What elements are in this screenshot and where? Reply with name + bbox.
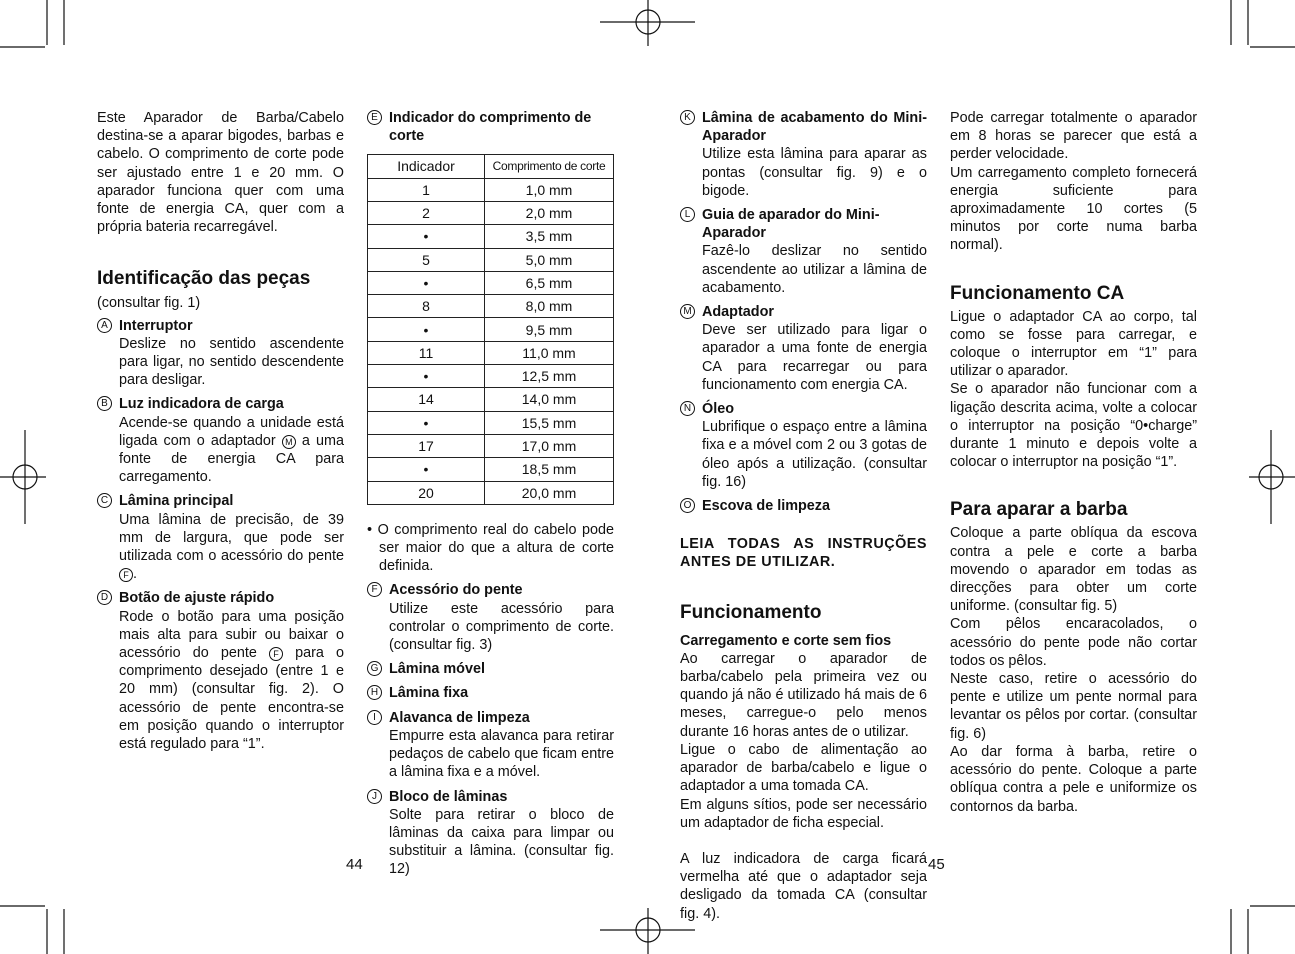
charging-paragraph: Ligue o cabo de alimentação ao aparador de barba/cabelo e ligue o adaptador a uma tomada CA. bbox=[680, 741, 927, 795]
charging-paragraph: Pode carregar totalmente o aparador em 8 horas se parecer que está a perder velocidade. bbox=[950, 110, 1197, 163]
part-k bbox=[680, 109, 927, 200]
ac-paragraph: Ligue o adaptador CA ao corpo, tal como se fosse para carregar, e coloque o interruptor em “1” para utilizar o aparador. bbox=[950, 308, 1197, 380]
table-row bbox=[368, 458, 614, 481]
letter-badge: A bbox=[97, 318, 112, 333]
table-row bbox=[368, 202, 614, 225]
part-text bbox=[119, 608, 344, 754]
parts-heading: Identificação das peças bbox=[97, 268, 311, 290]
ref-letter-badge: M bbox=[282, 435, 296, 449]
length-note: • O comprimento real do cabelo pode ser maior do que a altura de corte definida. bbox=[367, 521, 614, 575]
part-title: Luz indicadora de carga bbox=[119, 396, 284, 413]
length-cell: 17,0 mm bbox=[485, 434, 614, 457]
letter-badge: K bbox=[680, 110, 695, 125]
length-cell: 6,5 mm bbox=[485, 271, 614, 294]
column-1 bbox=[97, 109, 344, 753]
part-title: Acessório do pente bbox=[389, 582, 523, 599]
letter-badge: H bbox=[367, 685, 382, 700]
part-l bbox=[680, 206, 927, 297]
letter-badge: D bbox=[97, 590, 112, 605]
letter-badge: M bbox=[680, 304, 695, 319]
part-j bbox=[367, 788, 614, 879]
read-all-notice: LEIA TODAS AS INSTRUÇÕES ANTES DE UTILIZAR. bbox=[680, 536, 927, 571]
length-cell: 20,0 mm bbox=[485, 481, 614, 504]
length-cell: 11,0 mm bbox=[485, 341, 614, 364]
column-4 bbox=[950, 109, 1197, 816]
indicator-cell: 17 bbox=[368, 434, 485, 457]
part-b bbox=[97, 395, 344, 486]
charging-paragraph: Em alguns sítios, pode ser necessário um adaptador de ficha especial. bbox=[680, 796, 927, 831]
letter-badge: N bbox=[680, 401, 695, 416]
table-row bbox=[368, 341, 614, 364]
table-body bbox=[368, 178, 614, 504]
ref-letter-badge: F bbox=[269, 647, 283, 661]
column-2 bbox=[367, 109, 614, 879]
part-text bbox=[119, 414, 344, 487]
beard-paragraph: Com pêlos encaracolados, o acessório do pente pode não cortar todos os pêlos. bbox=[950, 616, 1197, 669]
operation-heading: Funcionamento bbox=[680, 601, 822, 623]
text-fragment: Acende-se quando a unidade está ligada com o adaptador bbox=[119, 414, 344, 449]
table-row bbox=[368, 295, 614, 318]
letter-badge: B bbox=[97, 396, 112, 411]
text-fragment: Uma lâmina de precisão, de 39 mm de largura, que pode ser utilizada com o acessório do pente bbox=[119, 511, 344, 565]
text-fragment: . bbox=[133, 566, 137, 583]
part-text: Lubrifique o espaço entre a lâmina fixa e a móvel com 2 ou 3 gotas de óleo após a utilização. (consultar fig. 16) bbox=[702, 419, 927, 490]
parts-reference: (consultar fig. 1) bbox=[97, 295, 201, 312]
indicator-cell: • bbox=[368, 365, 485, 388]
part-title: Óleo bbox=[702, 401, 734, 418]
table-row bbox=[368, 434, 614, 457]
part-h bbox=[367, 684, 614, 702]
indicator-cell: 20 bbox=[368, 481, 485, 504]
part-e bbox=[367, 109, 614, 145]
part-title: Escova de limpeza bbox=[702, 498, 830, 515]
table-row bbox=[368, 225, 614, 248]
part-title: Lâmina fixa bbox=[389, 685, 469, 702]
part-d bbox=[97, 589, 344, 753]
indicator-cell: • bbox=[368, 225, 485, 248]
text-fragment: para o comprimento desejado (entre 1 e 20 mm) (consultar fig. 2). O acessório de pente encontra-se em posição quando o interruptor está regulado para “1”. bbox=[119, 645, 345, 753]
letter-badge: C bbox=[97, 493, 112, 508]
indicator-cell: • bbox=[368, 318, 485, 341]
part-text: Deve ser utilizado para ligar o aparador a uma fonte de energia CA para recarregar ou para funcionamento com energia CA. bbox=[702, 322, 927, 393]
text-fragment: Rode o botão para uma posição mais alta para subir ou baixar o acessório do pente bbox=[119, 608, 344, 662]
indicator-cell: • bbox=[368, 271, 485, 294]
intro-paragraph: Este Aparador de Barba/Cabelo destina-se a aparar bigodes, barbas e cabelo. O comprimento de corte pode ser ajustado entre 1 e 20 mm. O aparador funciona quer com uma fonte de energia CA, quer com a própria bateria recarregável. bbox=[97, 110, 344, 236]
part-title: Interruptor bbox=[119, 317, 193, 334]
table-row bbox=[368, 365, 614, 388]
beard-paragraph: Ao dar forma à barba, retire o acessório do pente. Coloque a parte oblíqua contra a pele e uniformize os contornos da barba. bbox=[950, 743, 1197, 815]
text-fragment: a uma fonte de energia CA para carregamento. bbox=[119, 432, 345, 486]
part-c bbox=[97, 492, 344, 583]
table-row bbox=[368, 388, 614, 411]
part-i bbox=[367, 709, 614, 782]
part-f bbox=[367, 581, 614, 654]
column-header: Indicador bbox=[368, 155, 485, 178]
table-row bbox=[368, 318, 614, 341]
part-text: Empurre esta alavanca para retirar pedaços de cabelo que ficam entre a lâmina fixa e a móvel. bbox=[389, 727, 614, 781]
page-number-right: 45 bbox=[928, 856, 945, 873]
part-title: Alavanca de limpeza bbox=[389, 709, 530, 726]
indicator-cell: • bbox=[368, 411, 485, 434]
length-cell: 5,0 mm bbox=[485, 248, 614, 271]
length-cell: 9,5 mm bbox=[485, 318, 614, 341]
charging-paragraph: A luz indicadora de carga ficará vermelha até que o adaptador seja desligado da tomada CA (consultar fig. 4). bbox=[680, 850, 927, 922]
part-text: Deslize no sentido ascendente para ligar, no sentido descendente para desligar. bbox=[119, 335, 344, 389]
letter-badge: F bbox=[367, 582, 382, 597]
table-row bbox=[368, 411, 614, 434]
indicator-cell: 8 bbox=[368, 295, 485, 318]
part-o bbox=[680, 497, 927, 515]
column-3 bbox=[680, 109, 927, 923]
charging-paragraph: Um carregamento completo fornecerá energia suficiente para aproximadamente 10 cortes (5 minutos por corte numa barba normal). bbox=[950, 164, 1197, 254]
beard-paragraph: Coloque a parte oblíqua da escova contra a pele e corte a barba movendo o aparador em todas as direcções para obter um corte uniforme. (consultar fig. 5) bbox=[950, 525, 1197, 615]
indicator-cell: 5 bbox=[368, 248, 485, 271]
table-row bbox=[368, 481, 614, 504]
length-cell: 1,0 mm bbox=[485, 178, 614, 201]
part-title: Adaptador bbox=[702, 304, 774, 321]
part-text: Utilize este acessório para controlar o comprimento de corte. (consultar fig. 3) bbox=[389, 600, 614, 654]
charging-paragraph: Ao carregar o aparador de barba/cabelo pela primeira vez ou quando já não é utilizado há mais de 6 meses, carregue-o pelo menos durante 16 horas antes de o utilizar. bbox=[680, 650, 927, 740]
part-n bbox=[680, 400, 927, 491]
table-row bbox=[368, 248, 614, 271]
part-title: Indicador do comprimento de corte bbox=[389, 110, 592, 145]
indicator-cell: 2 bbox=[368, 202, 485, 225]
letter-badge: G bbox=[367, 661, 382, 676]
part-a bbox=[97, 317, 344, 390]
part-title: Lâmina de acabamento do Mini-Aparador bbox=[702, 110, 927, 145]
table-header-row bbox=[368, 155, 614, 178]
length-cell: 8,0 mm bbox=[485, 295, 614, 318]
part-title: Lâmina principal bbox=[119, 493, 234, 510]
part-m bbox=[680, 303, 927, 394]
column-header: Comprimento de corte bbox=[485, 155, 614, 178]
table-row bbox=[368, 271, 614, 294]
ac-paragraph: Se o aparador não funcionar com a ligação descrita acima, volte a colocar o interruptor na posição “0•charge” durante 1 minuto e depois volte a colocar o interruptor na posição “1”. bbox=[950, 381, 1197, 471]
page-number-left: 44 bbox=[346, 856, 363, 873]
indicator-cell: 11 bbox=[368, 341, 485, 364]
letter-badge: E bbox=[367, 110, 382, 125]
indicator-cell: 1 bbox=[368, 178, 485, 201]
part-text: Solte para retirar o bloco de lâminas da caixa para limpar ou substituir a lâmina. (consultar fig. 12) bbox=[389, 806, 614, 878]
indicator-cell: • bbox=[368, 458, 485, 481]
part-title: Bloco de lâminas bbox=[389, 788, 508, 805]
part-title: Botão de ajuste rápido bbox=[119, 590, 275, 607]
beard-paragraph: Neste caso, retire o acessório do pente e utilize um pente normal para levantar os pêlos por cortar. (consultar fig. 6) bbox=[950, 671, 1197, 742]
table-row bbox=[368, 178, 614, 201]
length-cell: 12,5 mm bbox=[485, 365, 614, 388]
charging-subheading: Carregamento e corte sem fios bbox=[680, 632, 892, 649]
letter-badge: O bbox=[680, 498, 695, 513]
letter-badge: I bbox=[367, 710, 382, 725]
part-title: Guia de aparador do Mini-Aparador bbox=[702, 207, 880, 242]
length-cell: 14,0 mm bbox=[485, 388, 614, 411]
letter-badge: J bbox=[367, 789, 382, 804]
length-cell: 15,5 mm bbox=[485, 411, 614, 434]
part-title: Lâmina móvel bbox=[389, 661, 485, 678]
cut-length-table bbox=[367, 154, 614, 504]
length-cell: 18,5 mm bbox=[485, 458, 614, 481]
ac-heading: Funcionamento CA bbox=[950, 282, 1125, 304]
length-cell: 2,0 mm bbox=[485, 202, 614, 225]
beard-heading: Para aparar a barba bbox=[950, 499, 1128, 521]
indicator-cell: 14 bbox=[368, 388, 485, 411]
length-cell: 3,5 mm bbox=[485, 225, 614, 248]
part-text bbox=[119, 511, 344, 584]
part-text: Utilize esta lâmina para aparar as pontas (consultar fig. 9) e o bigode. bbox=[702, 146, 927, 199]
letter-badge: L bbox=[680, 207, 695, 222]
part-g bbox=[367, 660, 614, 678]
part-text: Fazê-lo deslizar no sentido ascendente ao utilizar a lâmina de acabamento. bbox=[702, 243, 927, 296]
ref-letter-badge: F bbox=[119, 568, 133, 582]
